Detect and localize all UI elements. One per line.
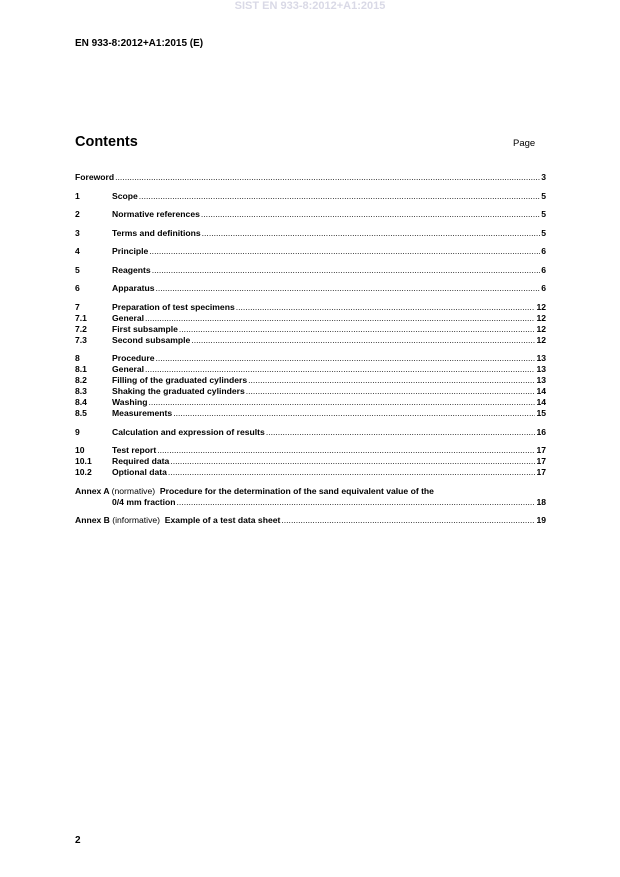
toc-entry-number: 8.5 bbox=[75, 408, 87, 418]
leader-dots bbox=[201, 209, 540, 220]
leader-dots bbox=[170, 456, 535, 467]
toc-entry-number: 7.3 bbox=[75, 334, 87, 345]
page-column-label: Page bbox=[513, 138, 536, 149]
toc-entry-page: 12 bbox=[536, 301, 546, 312]
toc-entry-title: Terms and definitions bbox=[112, 227, 201, 238]
toc-entry-page: 3 bbox=[541, 172, 546, 182]
toc-entry-number: 8 bbox=[75, 353, 80, 363]
toc-entry-page: 15 bbox=[536, 408, 546, 418]
toc-entry-annex-a[interactable] bbox=[75, 486, 546, 508]
toc-entry-title: Normative references bbox=[112, 209, 200, 219]
toc-entry-number: 7.1 bbox=[75, 312, 87, 323]
toc-entry-title: Calculation and expression of results bbox=[112, 426, 265, 437]
leader-dots bbox=[281, 515, 535, 526]
toc-entry-number: 4 bbox=[75, 246, 80, 256]
toc-entry[interactable] bbox=[75, 364, 546, 375]
toc-entry-number: 8.3 bbox=[75, 386, 87, 396]
leader-dots bbox=[145, 313, 535, 324]
toc-entry-page: 6 bbox=[541, 283, 546, 293]
toc-entry-page: 17 bbox=[536, 445, 546, 455]
toc-entry[interactable] bbox=[75, 427, 546, 438]
toc-entry-page: 12 bbox=[536, 323, 546, 334]
leader-dots bbox=[191, 335, 535, 346]
toc-entry[interactable] bbox=[75, 353, 546, 364]
leader-dots bbox=[152, 265, 541, 276]
toc-entry-page: 16 bbox=[536, 426, 546, 437]
leader-dots bbox=[202, 228, 541, 239]
annex-kind: (informative) bbox=[112, 515, 161, 525]
toc-entry-page: 12 bbox=[536, 334, 546, 345]
toc-entry-number: 3 bbox=[75, 227, 80, 238]
toc-entry-number: 2 bbox=[75, 209, 80, 219]
toc-entry-title: Measurements bbox=[112, 408, 173, 418]
toc-entry[interactable] bbox=[75, 386, 546, 397]
toc-entry-title: Apparatus bbox=[112, 283, 155, 293]
toc-entry[interactable] bbox=[75, 246, 546, 257]
annex-kind: (normative) bbox=[111, 485, 156, 496]
toc-entry-title: Shaking the graduated cylinders bbox=[112, 386, 245, 396]
toc-entry-number: 8.2 bbox=[75, 375, 87, 385]
leader-dots bbox=[173, 408, 535, 419]
toc-entry[interactable] bbox=[75, 335, 546, 346]
toc-entry[interactable] bbox=[75, 324, 546, 335]
toc-entry[interactable] bbox=[75, 467, 546, 478]
toc-entry-number: 5 bbox=[75, 264, 80, 275]
leader-dots bbox=[157, 445, 535, 456]
watermark: SIST EN 933-8:2012+A1:2015 bbox=[234, 0, 386, 12]
toc-entry-page: 17 bbox=[536, 467, 546, 477]
annex-title-line1: Procedure for the determination of the sand equivalent value of the bbox=[159, 485, 434, 496]
toc-entry-title: Test report bbox=[112, 445, 157, 455]
leader-dots bbox=[246, 386, 536, 397]
toc-entry-number: 6 bbox=[75, 283, 80, 293]
toc-entry-page: 12 bbox=[536, 312, 546, 323]
toc-entry-number: 10.1 bbox=[75, 456, 92, 466]
toc-entry-title: Second subsample bbox=[112, 334, 191, 345]
contents-title: Contents bbox=[75, 134, 138, 150]
toc-entry-number: 10.2 bbox=[75, 467, 92, 477]
toc-entry-title: Scope bbox=[112, 190, 138, 201]
toc-entry-page: 13 bbox=[536, 375, 546, 385]
toc-entry-number: 1 bbox=[75, 190, 80, 201]
toc-entry-page: 13 bbox=[536, 353, 546, 363]
toc-entry[interactable] bbox=[75, 313, 546, 324]
leader-dots bbox=[149, 246, 540, 257]
annex-title-line2: 0/4 mm fraction bbox=[112, 496, 176, 507]
toc-entry-title: Procedure bbox=[112, 353, 155, 363]
leader-dots bbox=[248, 375, 535, 386]
toc-entry[interactable] bbox=[75, 265, 546, 276]
toc-entry-title: General bbox=[112, 312, 145, 323]
annex-label: Annex B bbox=[75, 515, 110, 525]
toc-entry[interactable] bbox=[75, 209, 546, 220]
toc-entry-page: 5 bbox=[541, 190, 546, 201]
toc-entry-title: Filling of the graduated cylinders bbox=[112, 375, 248, 385]
toc-entry-title: Washing bbox=[112, 397, 148, 407]
toc-entry-page: 17 bbox=[536, 456, 546, 466]
toc-entry-number: 8.4 bbox=[75, 397, 87, 407]
toc-entry-title: Preparation of test specimens bbox=[112, 301, 235, 312]
toc-entry-page: 6 bbox=[541, 264, 546, 275]
toc-entry-title: General bbox=[112, 364, 145, 374]
toc-entry[interactable] bbox=[75, 228, 546, 239]
toc-entry-number: 7 bbox=[75, 301, 80, 312]
toc-entry-page: 5 bbox=[541, 227, 546, 238]
toc-entry[interactable] bbox=[75, 191, 546, 202]
annex-label: Annex A bbox=[75, 485, 110, 496]
toc-entry-foreword[interactable] bbox=[75, 172, 546, 183]
toc-entry-page: 13 bbox=[536, 364, 546, 374]
toc-entry[interactable] bbox=[75, 283, 546, 294]
toc-entry-title: Optional data bbox=[112, 467, 167, 477]
toc-entry-number: 9 bbox=[75, 426, 80, 437]
leader-dots bbox=[149, 397, 536, 408]
toc-entry[interactable] bbox=[75, 375, 546, 386]
table-of-contents bbox=[75, 172, 546, 526]
toc-entry-title: Foreword bbox=[75, 172, 115, 182]
leader-dots bbox=[266, 427, 536, 438]
leader-dots bbox=[156, 353, 536, 364]
toc-entry[interactable] bbox=[75, 302, 546, 313]
toc-entry-page: 19 bbox=[536, 515, 546, 525]
toc-entry-page: 5 bbox=[541, 209, 546, 219]
leader-dots bbox=[177, 497, 536, 508]
leader-dots bbox=[115, 172, 540, 183]
toc-entry-title: Reagents bbox=[112, 264, 151, 275]
document-id: EN 933-8:2012+A1:2015 (E) bbox=[75, 38, 204, 49]
leader-dots bbox=[236, 302, 536, 313]
footer-page-number: 2 bbox=[75, 835, 81, 846]
toc-entry-number: 8.1 bbox=[75, 364, 87, 374]
toc-groups bbox=[75, 191, 546, 479]
toc-entry-page: 14 bbox=[536, 386, 546, 396]
toc-entry[interactable] bbox=[75, 397, 546, 408]
toc-entry[interactable] bbox=[75, 456, 546, 467]
toc-entry-page: 6 bbox=[541, 246, 546, 256]
toc-entry-title: Principle bbox=[112, 246, 149, 256]
toc-entry-title: First subsample bbox=[112, 323, 178, 334]
leader-dots bbox=[156, 283, 541, 294]
toc-entry[interactable] bbox=[75, 445, 546, 456]
toc-entry-annex-b[interactable] bbox=[75, 515, 546, 526]
toc-entry-page: 14 bbox=[536, 397, 546, 407]
annex-title: Example of a test data sheet bbox=[164, 515, 281, 525]
toc-entry-title: Required data bbox=[112, 456, 170, 466]
toc-entry-number: 10 bbox=[75, 445, 85, 455]
leader-dots bbox=[168, 467, 536, 478]
toc-entry-number: 7.2 bbox=[75, 323, 87, 334]
leader-dots bbox=[179, 324, 536, 335]
leader-dots bbox=[145, 364, 535, 375]
leader-dots bbox=[139, 191, 540, 202]
toc-entry[interactable] bbox=[75, 408, 546, 419]
toc-entry-page: 18 bbox=[536, 496, 546, 507]
